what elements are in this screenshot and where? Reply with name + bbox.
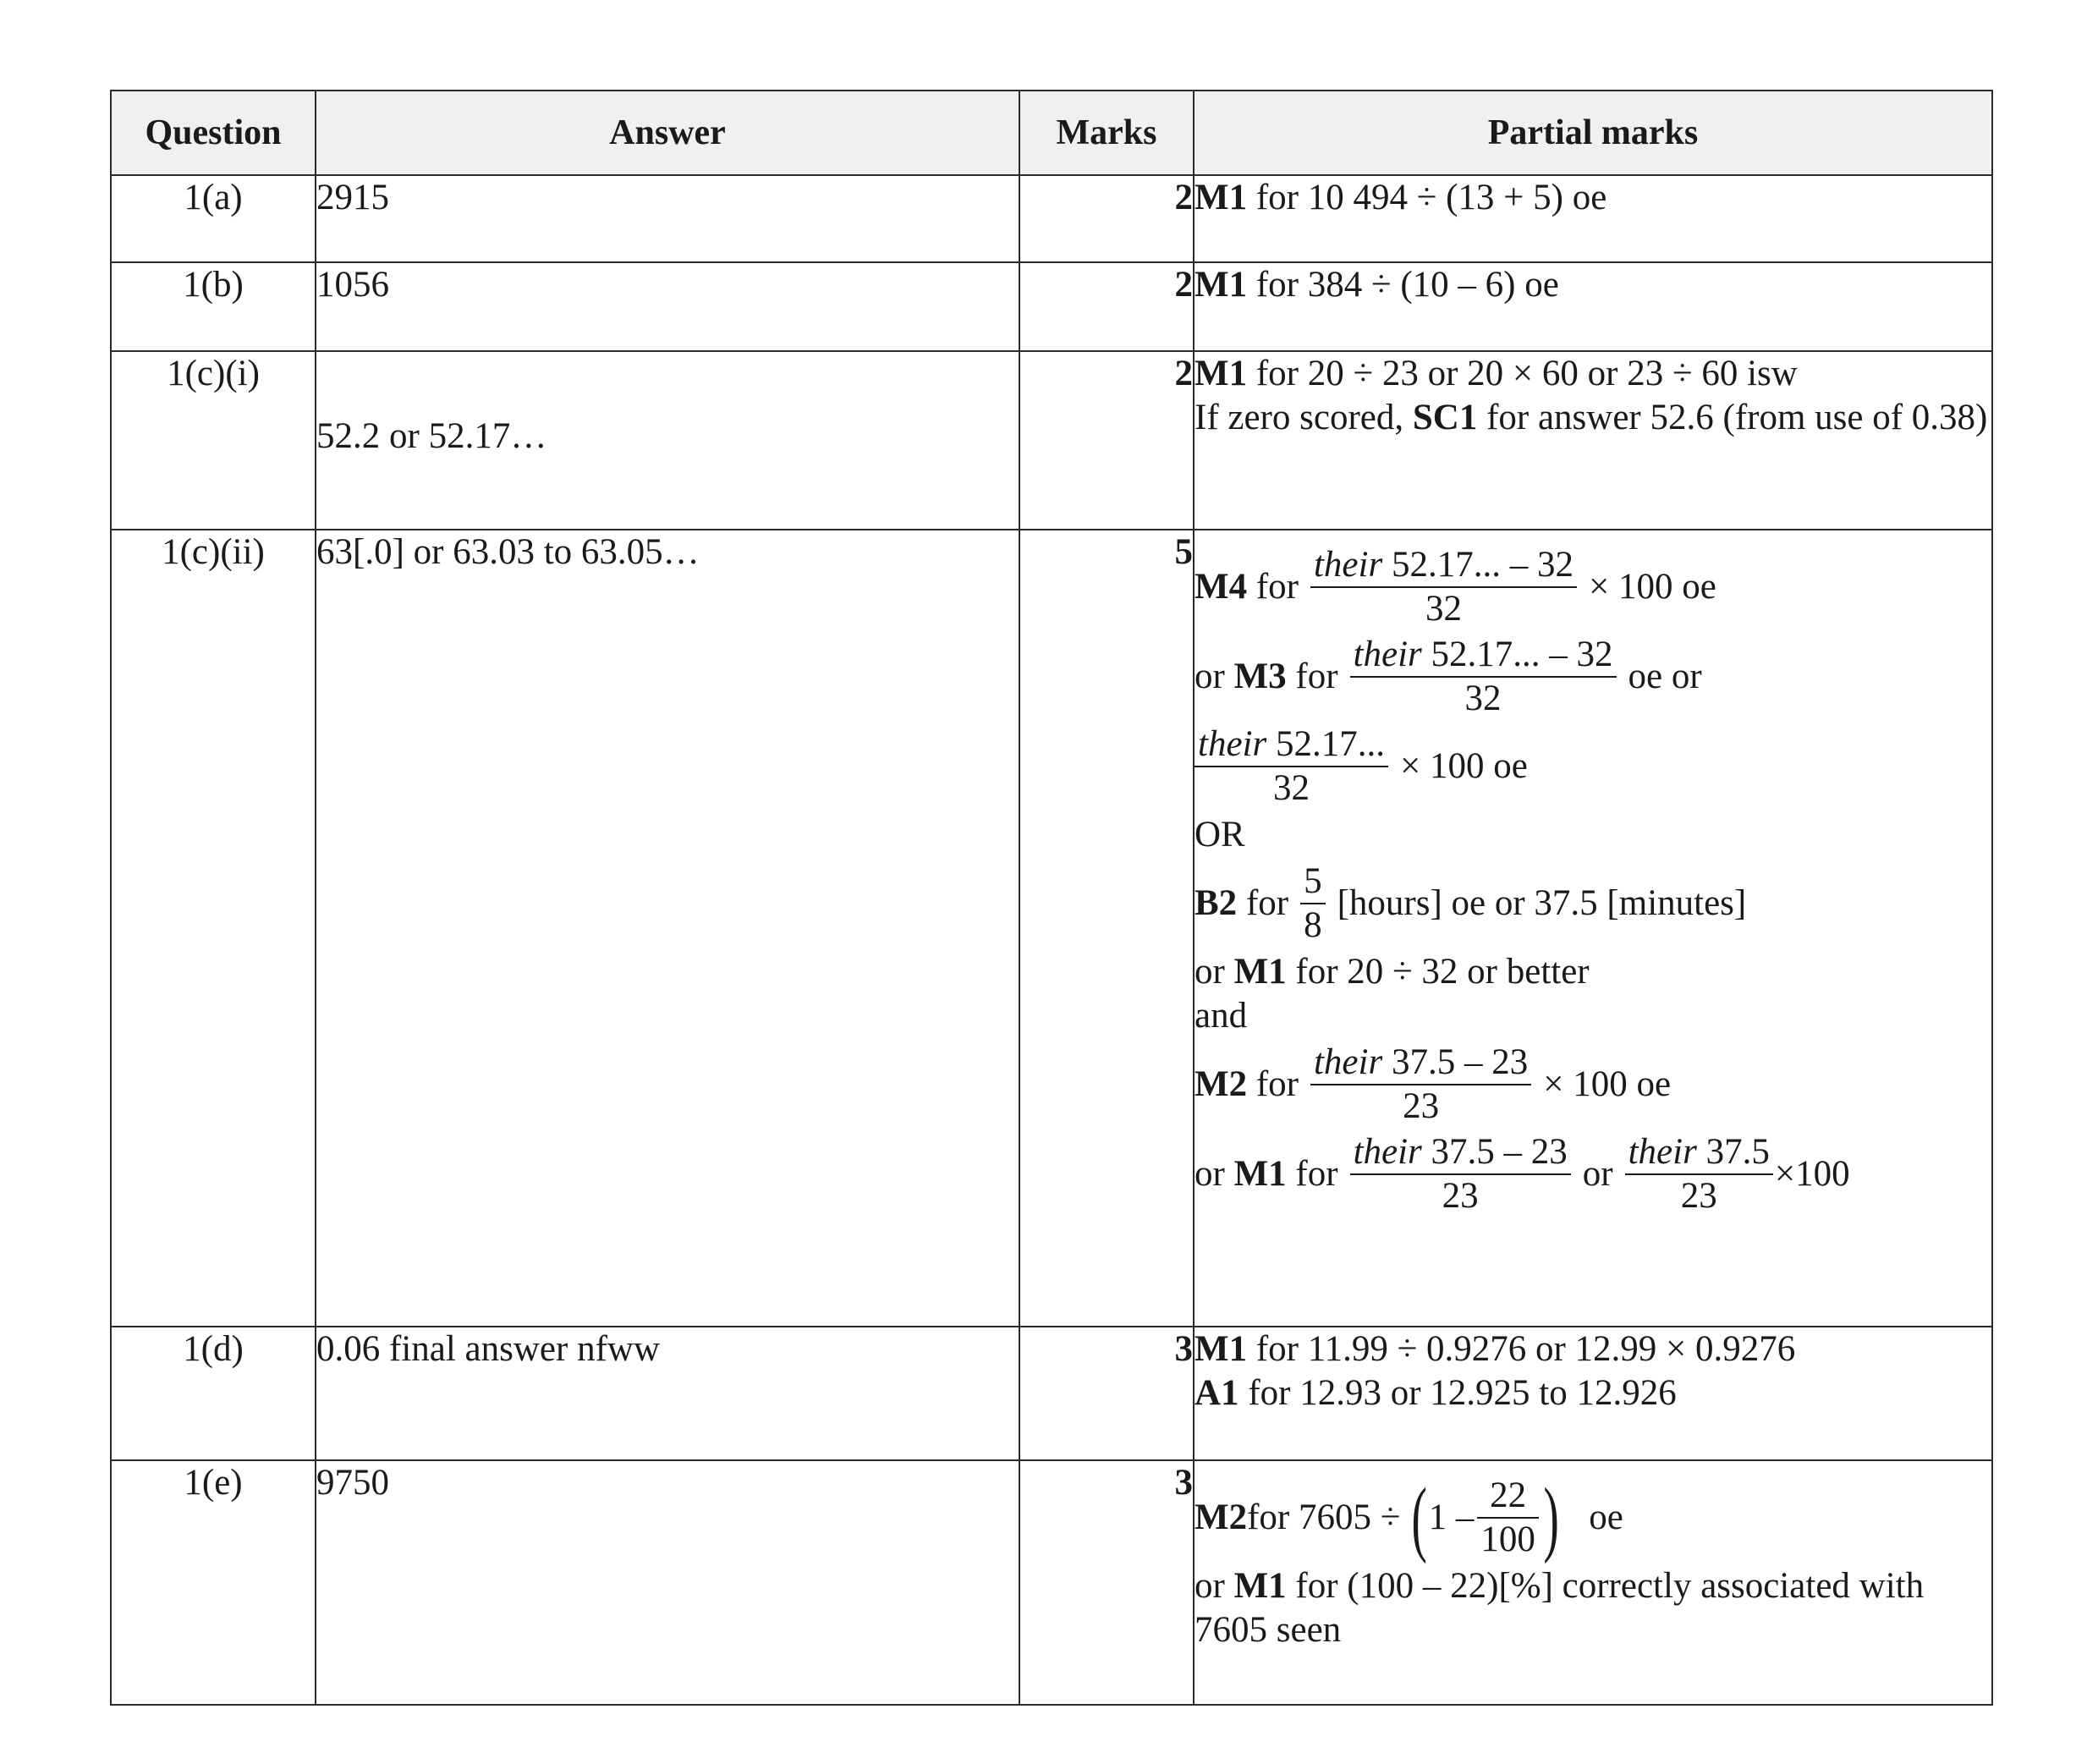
mark-code: M1: [1195, 265, 1248, 305]
partial-marks-cell: [1194, 1327, 1992, 1460]
question-number: 1(b): [111, 262, 316, 351]
fraction: [1195, 723, 1388, 810]
partial-text: for 20 ÷ 23 or 20 × 60 or 23 ÷ 60 isw: [1247, 354, 1798, 393]
marks-cell: 2: [1019, 351, 1194, 530]
their-word: their: [1353, 1132, 1422, 1172]
partial-text: or: [1195, 657, 1225, 696]
denominator: 23: [1403, 1086, 1440, 1126]
their-word: their: [1353, 635, 1422, 674]
question-number: 1(c)(i): [111, 351, 316, 530]
mark-code: SC1: [1412, 398, 1478, 437]
marks-cell: 2: [1019, 175, 1194, 262]
answer-cell: 2915: [316, 175, 1019, 262]
mark-code: M1: [1233, 1566, 1287, 1606]
partial-text: for 7605 ÷: [1247, 1497, 1401, 1537]
left-paren: (: [1411, 1470, 1428, 1564]
their-word: their: [1628, 1132, 1697, 1172]
header-answer: Answer: [316, 91, 1019, 175]
numerator: 5: [1300, 860, 1326, 904]
numerator-value: – 32: [1509, 545, 1574, 585]
denominator: 32: [1425, 589, 1462, 629]
their-word: their: [1313, 1042, 1383, 1082]
partial-text: for 12.93 or 12.925 to 12.926: [1238, 1373, 1677, 1413]
partial-text: × 100 oe: [1588, 567, 1716, 607]
partial-text: for: [1295, 657, 1338, 696]
table-row: [111, 351, 1992, 530]
header-marks: Marks: [1019, 91, 1194, 175]
mark-code: M1: [1233, 1154, 1287, 1194]
mark-code: M1: [1233, 952, 1287, 992]
marks-cell: 2: [1019, 262, 1194, 351]
mark-code: M2: [1195, 1064, 1248, 1104]
mark-code: M1: [1195, 1329, 1248, 1369]
denominator: 100: [1480, 1519, 1535, 1559]
numerator-value: 37.5: [1391, 1042, 1456, 1082]
mark-code: M1: [1195, 178, 1248, 217]
ratio-line: [1195, 723, 1991, 810]
partial-text: 1 –: [1428, 1497, 1475, 1537]
partial-text: or: [1195, 952, 1225, 992]
numerator-value: 37.5: [1431, 1132, 1495, 1172]
answer-cell: 0.06 final answer nfww: [316, 1327, 1019, 1460]
their-word: their: [1313, 545, 1383, 585]
partial-text: for: [1255, 1064, 1299, 1104]
numerator-value: 52.17...: [1391, 545, 1501, 585]
fraction: [1310, 1041, 1531, 1128]
partial-text: for 384 ÷ (10 – 6) oe: [1247, 265, 1559, 305]
mark-code: M3: [1233, 657, 1287, 696]
fraction: [1310, 544, 1577, 630]
fraction: [1300, 860, 1326, 947]
m2-line: [1195, 1470, 1991, 1564]
partial-text: × 100 oe: [1399, 746, 1528, 786]
denominator: 32: [1464, 679, 1502, 718]
partial-text: for 20 ÷ 32 or better: [1295, 952, 1590, 992]
mark-code: B2: [1195, 883, 1238, 923]
partial-text: for: [1295, 1154, 1338, 1194]
partial-marks-cell: [1194, 351, 1992, 530]
denominator: 23: [1442, 1176, 1479, 1216]
partial-marks-cell: [1194, 262, 1992, 351]
question-number: 1(a): [111, 175, 316, 262]
table-row: [111, 1327, 1992, 1460]
and-text: and: [1195, 996, 1248, 1036]
m4-line: [1195, 544, 1991, 630]
or-separator: OR: [1195, 815, 1245, 855]
partial-text: for 10 494 ÷ (13 + 5) oe: [1247, 178, 1607, 217]
partial-text: for answer 52.6 (from use of 0.38): [1477, 398, 1988, 437]
denominator: 23: [1680, 1176, 1717, 1216]
table-row: [111, 262, 1992, 351]
partial-text: for: [1255, 567, 1299, 607]
mark-scheme-table: [110, 90, 1993, 1706]
numerator-value: – 23: [1503, 1132, 1568, 1172]
fraction: [1350, 1131, 1571, 1217]
partial-text: × 100 oe: [1543, 1064, 1672, 1104]
question-number: 1(c)(ii): [111, 530, 316, 1327]
numerator-value: 37.5: [1705, 1132, 1770, 1172]
partial-text: or: [1195, 1566, 1234, 1606]
b2-line: [1195, 860, 1991, 947]
marks-cell: 5: [1019, 530, 1194, 1327]
answer-cell: 9750: [316, 1460, 1019, 1705]
partial-text: for: [1245, 883, 1289, 923]
numerator-value: 52.17...: [1275, 724, 1385, 764]
mark-code: A1: [1195, 1373, 1239, 1413]
mark-code: M1: [1195, 354, 1248, 393]
m3-line: [1195, 634, 1991, 720]
denominator: 32: [1272, 768, 1310, 808]
partial-text: or: [1195, 1154, 1225, 1194]
answer-cell: 1056: [316, 262, 1019, 351]
table-row: [111, 175, 1992, 262]
numerator-value: – 23: [1464, 1042, 1529, 1082]
partial-text: or: [1582, 1154, 1613, 1194]
partial-marks-cell: [1194, 1460, 1992, 1705]
header-question: Question: [111, 91, 316, 175]
table-row: [111, 530, 1992, 1327]
partial-text: ×100: [1774, 1154, 1850, 1194]
fraction: [1625, 1131, 1773, 1217]
partial-text: for (100 – 22)[%] correctly associated with 7605 seen: [1195, 1566, 1925, 1650]
table-row: [111, 1460, 1992, 1705]
mark-code: M4: [1195, 567, 1248, 607]
their-word: their: [1198, 724, 1267, 764]
partial-text: for 11.99 ÷ 0.9276 or 12.99 × 0.9276: [1247, 1329, 1796, 1369]
m1-line: [1195, 1131, 1991, 1217]
partial-text: oe or: [1628, 657, 1702, 696]
partial-marks-cell: [1194, 530, 1992, 1327]
right-paren: ): [1543, 1470, 1559, 1564]
question-number: 1(e): [111, 1460, 316, 1705]
header-partial-marks: Partial marks: [1194, 91, 1992, 175]
partial-text: oe: [1589, 1497, 1623, 1537]
fraction: [1477, 1475, 1539, 1561]
denominator: 8: [1304, 905, 1322, 945]
marks-cell: 3: [1019, 1327, 1194, 1460]
answer-cell: 52.2 or 52.17…: [316, 351, 1019, 530]
question-number: 1(d): [111, 1327, 316, 1460]
partial-marks-cell: [1194, 175, 1992, 262]
partial-text: [hours] oe or 37.5 [minutes]: [1337, 883, 1747, 923]
header-row: [111, 91, 1992, 175]
numerator-value: 52.17...: [1431, 635, 1541, 674]
numerator-value: – 32: [1549, 635, 1613, 674]
mark-code: M2: [1195, 1497, 1248, 1537]
numerator: 22: [1477, 1475, 1539, 1519]
partial-text: If zero scored,: [1195, 398, 1413, 437]
fraction: [1350, 634, 1617, 720]
m2-line: [1195, 1041, 1991, 1128]
answer-cell: 63[.0] or 63.03 to 63.05…: [316, 530, 1019, 1327]
marks-cell: 3: [1019, 1460, 1194, 1705]
